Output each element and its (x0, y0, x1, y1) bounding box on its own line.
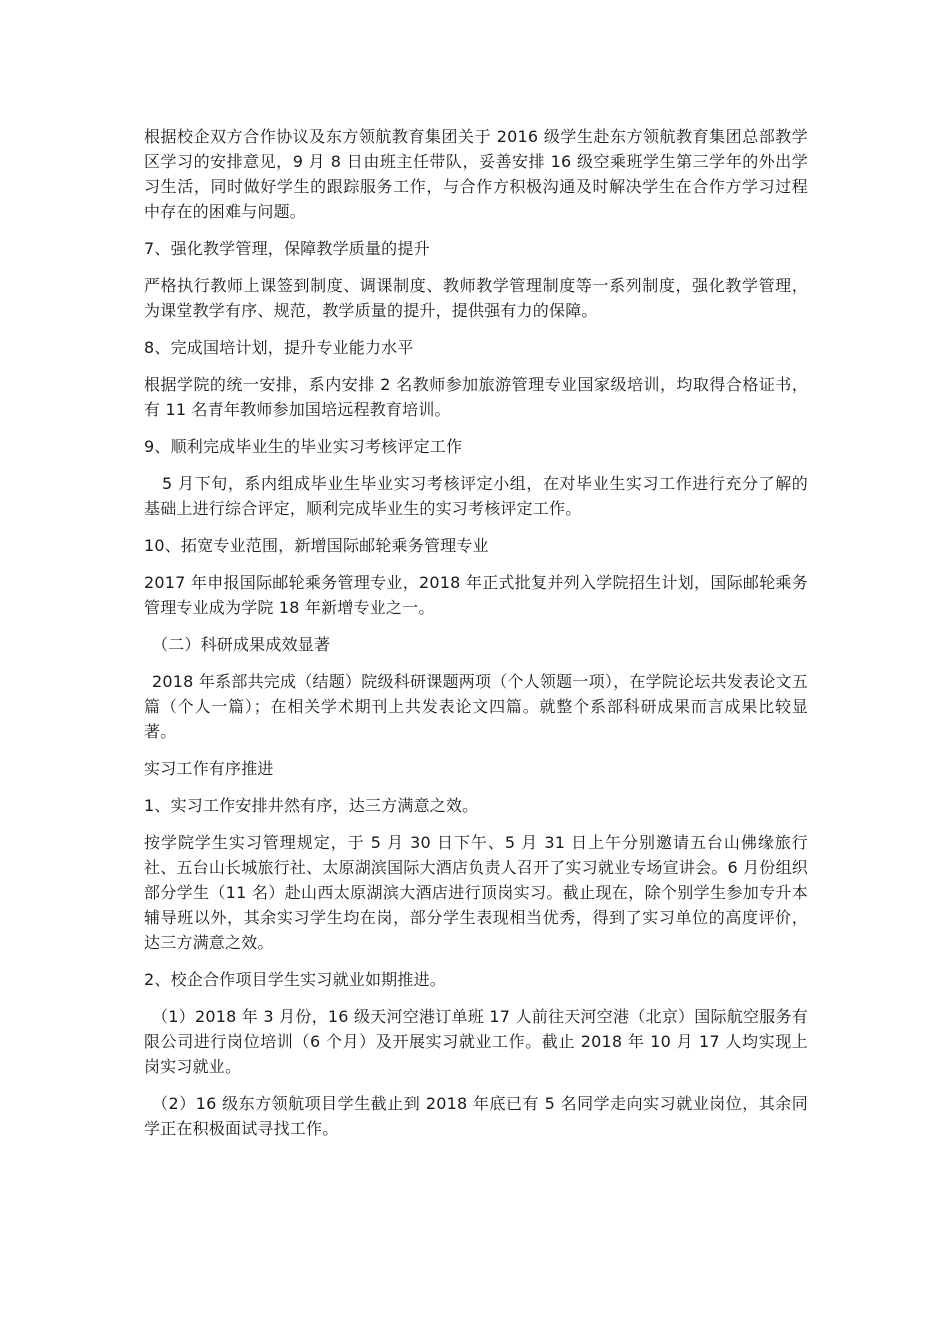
heading-teaching-management: 7、强化教学管理，保障教学质量的提升 (144, 239, 430, 258)
heading-new-major: 10、拓宽专业范围，新增国际邮轮乘务管理专业 (144, 536, 489, 555)
paragraph-research-results: 2018 年系部共完成（结题）院级科研课题两项（个人领题一项），在学院论坛共发表论文五篇（个人一篇）；在相关学术期刊上共发表论文四篇。就整个系部科研成果而言成果比较显著。 (144, 672, 808, 741)
paragraph-teaching-management: 严格执行教师上课签到制度、调课制度、教师教学管理制度等一系列制度，强化教学管理，为课堂教学有序、规范，教学质量的提升，提供强有力的保障。 (144, 276, 808, 320)
paragraph-dongfang-linghang: （2）16 级东方领航项目学生截止到 2018 年底已有 5 名同学走向实习就业岗位，其余同学正在积极面试寻找工作。 (144, 1094, 808, 1138)
heading-research-results: （二）科研成果成效显著 (152, 635, 331, 654)
paragraph-national-training: 根据学院的统一安排，系内安排 2 名教师参加旅游管理专业国家级培训，均取得合格证书，有 11 名青年教师参加国培远程教育培训。 (144, 375, 808, 419)
heading-internship-arrangement: 1、实习工作安排井然有序，达三方满意之效。 (144, 796, 479, 815)
paragraph-tianhe-airport: （1）2018 年 3 月份，16 级天河空港订单班 17 人前往天河空港（北京）国际航空服务有限公司进行岗位培训（6 个月）及开展实习就业工作。截止 2018 年 10 月 17 人均实现上岗实习就业。 (144, 1007, 808, 1076)
paragraph-new-major: 2017 年申报国际邮轮乘务管理专业，2018 年正式批复并列入学院招生计划，国际邮轮乘务管理专业成为学院 18 年新增专业之一。 (144, 573, 808, 617)
heading-national-training: 8、完成国培计划，提升专业能力水平 (144, 338, 414, 357)
heading-graduate-assessment: 9、顺利完成毕业生的毕业实习考核评定工作 (144, 437, 463, 456)
document-page (144, 124, 808, 1153)
heading-school-enterprise: 2、校企合作项目学生实习就业如期推进。 (144, 970, 446, 989)
heading-internship-progress: 实习工作有序推进 (144, 759, 274, 778)
paragraph-partnership-study: 根据校企双方合作协议及东方领航教育集团关于 2016 级学生赴东方领航教育集团总部教学区学习的安排意见，9 月 8 日由班主任带队，妥善安排 16 级空乘班学生第三学年的外出学习生活，同时做好学生的跟踪服务工作，与合作方积极沟通及时解决学生在合作方学习过程中存在的困难与问题。 (144, 127, 808, 221)
paragraph-internship-arrangement: 按学院学生实习管理规定，于 5 月 30 日下午、5 月 31 日上午分别邀请五台山佛缘旅行社、五台山长城旅行社、太原湖滨国际大酒店负责人召开了实习就业专场宣讲会。6 月份组织部分学生（11 名）赴山西太原湖滨大酒店进行顶岗实习。截止现在，除个别学生参加专升本辅导班以外，其余实习学生均在岗，部分学生表现相当优秀，得到了实习单位的高度评价，达三方满意之效。 (144, 833, 808, 952)
paragraph-graduate-assessment: 5 月下旬，系内组成毕业生毕业实习考核评定小组，在对毕业生实习工作进行充分了解的基础上进行综合评定，顺利完成毕业生的实习考核评定工作。 (144, 474, 808, 518)
